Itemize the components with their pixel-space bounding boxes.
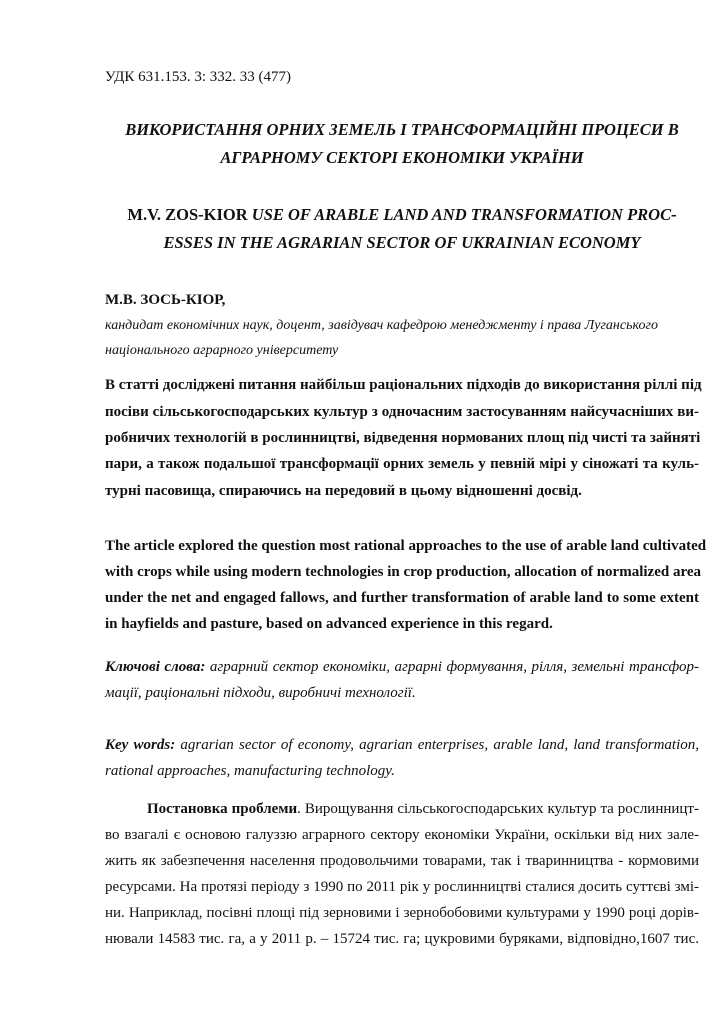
- abstract-en-line: in hayfields and pasture, based on advanced experience in this regard.: [105, 616, 553, 632]
- author-name: М.В. ЗОСЬ-КІОР,: [105, 292, 226, 308]
- affiliation-line-2: національного аграрного університету: [105, 343, 339, 358]
- keywords-ua-label: Ключові слова:: [105, 659, 206, 675]
- section-heading: Постановка проблеми: [147, 801, 298, 817]
- body-line: во взагалі є основою галуззю аграрного сектору економіки України, оскільки від них зале-: [105, 827, 699, 843]
- keywords-ua-line-1: [105, 658, 699, 676]
- abstract-ua-line: пари, а також подальшої трансформації орних земель у певній мірі у сіножаті та куль-: [105, 456, 699, 472]
- abstract-en-line: under the net and engaged fallows, and further transformation of arable land to some extent: [105, 590, 699, 606]
- body-line: нювали 14583 тис. га, а у 2011 р. – 15724 тис. га; цукровими буряками, відповідно,1607 тис.: [105, 931, 699, 947]
- keywords-ua-text: аграрний сектор економіки, аграрні формування, рілля, земельні трансфор-: [205, 659, 699, 675]
- affiliation-line-1: кандидат економічних наук, доцент, завідувач кафедрою менеджменту і права Луганського: [105, 318, 658, 333]
- abstract-ua-line: робничих технологій в рослинництві, відведення нормованих площ під чисті та зайняті: [105, 430, 701, 446]
- keywords-en-line-1: [105, 736, 699, 754]
- title-ua-line-1: ВИКОРИСТАННЯ ОРНИХ ЗЕМЕЛЬ І ТРАНСФОРМАЦІЙНІ ПРОЦЕСИ В: [125, 120, 679, 139]
- body-text: . Вирощування сільськогосподарських культур та рослинницт-: [297, 801, 699, 817]
- keywords-en-text: agrarian sector of economy, agrarian enterprises, arable land, land transformation,: [175, 737, 699, 753]
- body-line: жить як забезпечення населення продовольчими товарами, так і тваринництва - кормовими: [105, 853, 699, 869]
- title-en-text: USE OF ARABLE LAND AND TRANSFORMATION PROC-: [251, 205, 677, 224]
- keywords-en-label: Key words:: [105, 737, 176, 753]
- title-ua-line-2: АГРАРНОМУ СЕКТОРІ ЕКОНОМІКИ УКРАЇНИ: [220, 148, 584, 167]
- title-en-line-2: ESSES IN THE AGRARIAN SECTOR OF UKRAINIAN ECONOMY: [163, 233, 641, 252]
- abstract-en-line: The article explored the question most rational approaches to the use of arable land cultivated: [105, 538, 707, 554]
- abstract-ua-line: В статті досліджені питання найбільш раціональних підходів до використання ріллі під: [105, 377, 702, 393]
- abstract-ua-line: посіви сільськогосподарських культур з одночасним застосуванням найсучасніших ви-: [105, 404, 699, 420]
- body-line: ресурсами. На протязі періоду з 1990 по 2011 рік у рослинництві сталися досить суттєві змі-: [105, 879, 699, 895]
- udc-code: УДК 631.153. 3: 332. 33 (477): [105, 69, 291, 85]
- abstract-ua-line: турні пасовища, спираючись на передовий в цьому відношенні досвід.: [105, 483, 582, 499]
- title-en-line-1: [105, 206, 699, 224]
- keywords-en-line-2: rational approaches, manufacturing technology.: [105, 763, 395, 779]
- title-en-author: M.V. ZOS-KIOR: [127, 205, 252, 224]
- body-line-1: [147, 800, 699, 818]
- keywords-ua-line-2: мації, раціональні підходи, виробничі технології.: [105, 685, 416, 701]
- abstract-en-line: with crops while using modern technologies in crop production, allocation of normalized area: [105, 564, 701, 580]
- body-line: ни. Наприклад, посівні площі під зерновими і зернобобовими культурами у 1990 році дорів-: [105, 905, 699, 921]
